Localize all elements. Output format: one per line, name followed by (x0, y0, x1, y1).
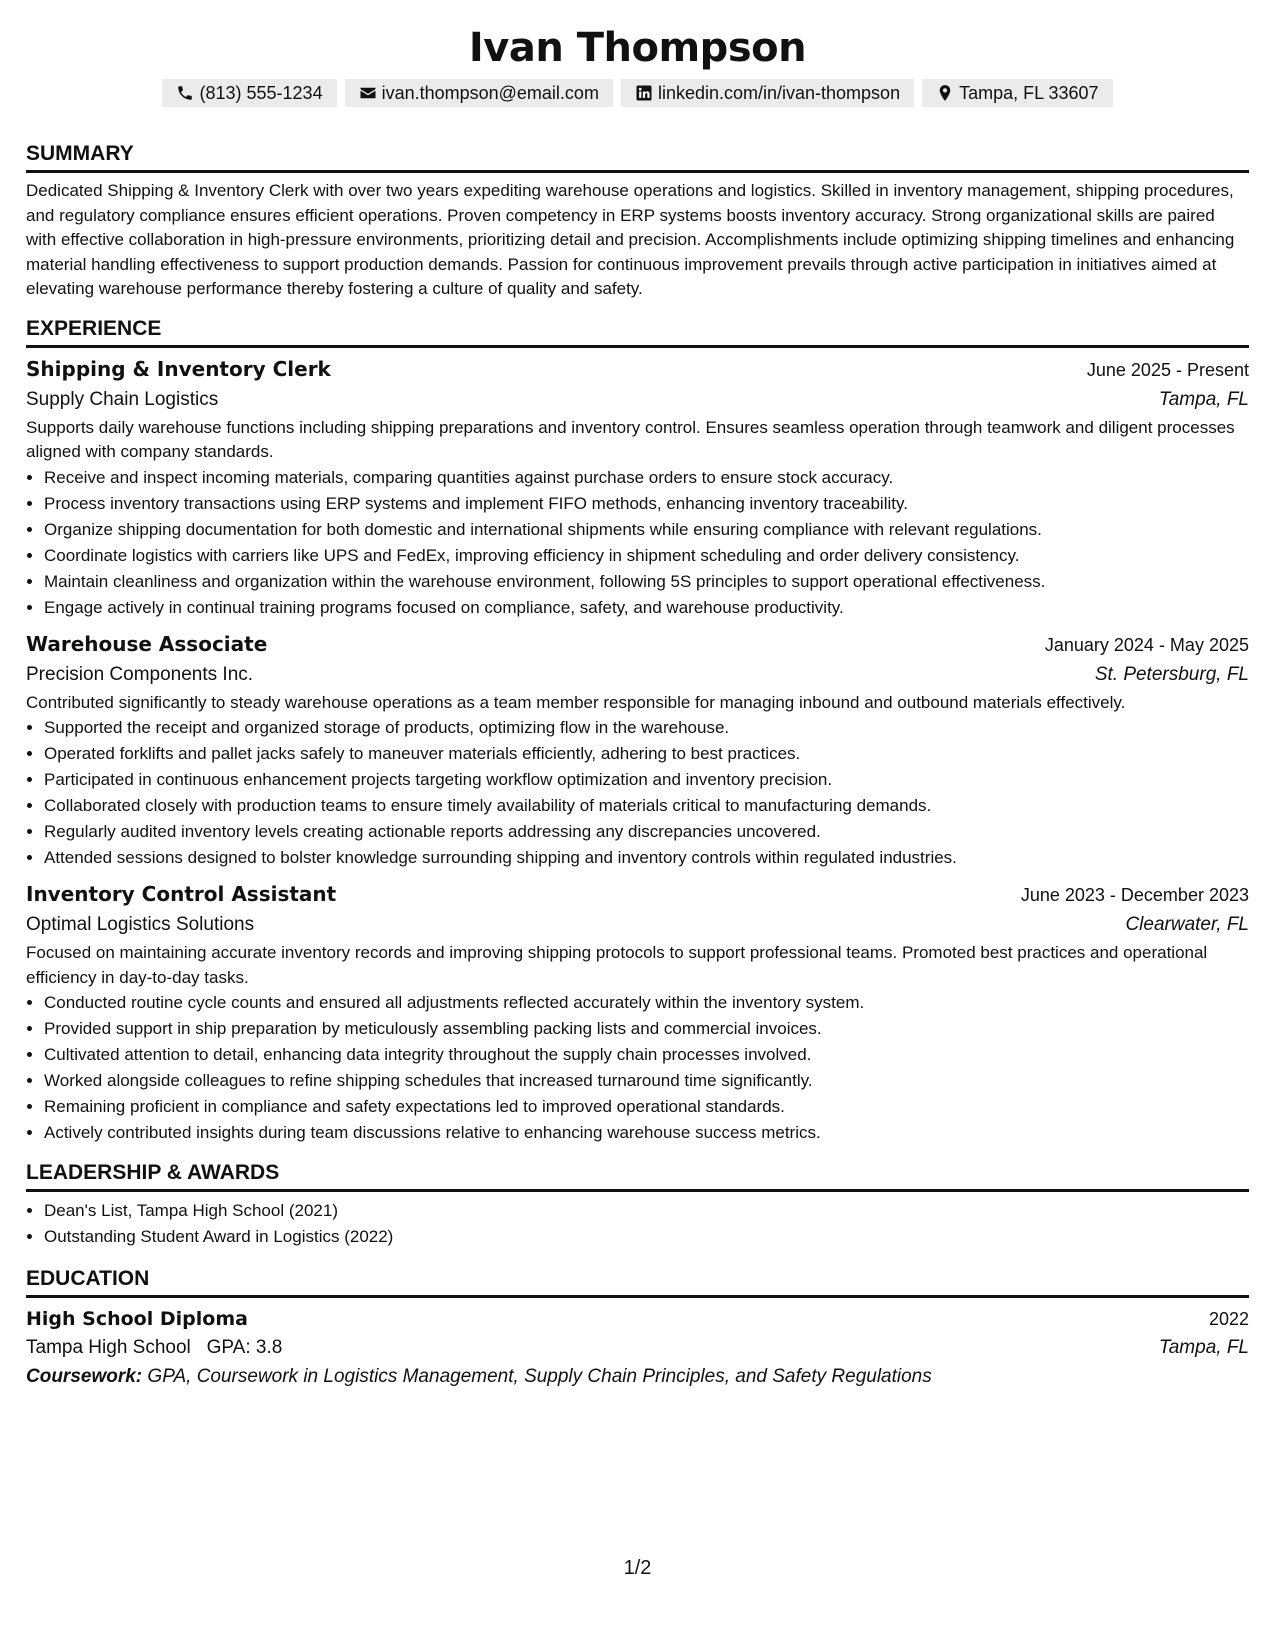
job-dates: January 2024 - May 2025 (1044, 634, 1249, 655)
section-title-leadership: LEADERSHIP & AWARDS (26, 1160, 1249, 1192)
job-bullets (26, 465, 1249, 621)
list-item: • Operated forklifts and pallet jacks safely to maneuver materials efficiently, adhering to best practices. (44, 741, 1249, 767)
gpa: GPA: 3.8 (206, 1337, 283, 1358)
section-title-experience: EXPERIENCE (26, 316, 1249, 348)
list-item: • Receive and inspect incoming materials, comparing quantities against purchase orders to ensure stock accuracy. (44, 465, 1249, 491)
list-item: • Provided support in ship preparation by meticulously assembling packing lists and commercial invoices. (44, 1016, 1249, 1042)
job-company: Supply Chain Logistics (26, 388, 219, 410)
map-pin-icon (936, 84, 954, 102)
list-item: • Dean's List, Tampa High School (2021) (44, 1198, 1249, 1224)
list-item: • Process inventory transactions using ERP systems and implement FIFO methods, enhancing inventory traceability. (44, 491, 1249, 517)
list-item: • Collaborated closely with production teams to ensure timely availability of materials critical to manufacturing demands. (44, 793, 1249, 819)
coursework-line (26, 1363, 1249, 1391)
job-company: Optimal Logistics Solutions (26, 914, 255, 935)
coursework-text: GPA, Coursework in Logistics Management, Supply Chain Principles, and Safety Regulations (147, 1366, 932, 1387)
job-entry (26, 354, 1249, 621)
email-chip[interactable] (345, 79, 613, 107)
job-dates: June 2025 - Present (1086, 359, 1249, 380)
school-location: Tampa, FL (1158, 1337, 1249, 1358)
coursework-label: Coursework: (26, 1366, 143, 1387)
list-item: • Conducted routine cycle counts and ensured all adjustments reflected accurately within the inventory system. (44, 990, 1249, 1016)
phone-icon (176, 84, 194, 102)
job-title: Inventory Control Assistant (26, 882, 337, 906)
section-title-summary: SUMMARY (26, 141, 1249, 173)
linkedin-icon (635, 84, 653, 102)
education-section (26, 1266, 1249, 1391)
graduation-year: 2022 (1208, 1309, 1249, 1329)
location-chip (922, 79, 1112, 107)
email-link[interactable]: ivan.thompson@email.com (381, 83, 599, 103)
list-item: • Organize shipping documentation for both domestic and international shipments while ensuring compliance with relevant regulations. (44, 517, 1249, 543)
degree: High School Diploma (26, 1308, 248, 1330)
list-item: • Supported the receipt and organized storage of products, optimizing flow in the warehouse. (44, 715, 1249, 741)
linkedin-chip[interactable] (621, 79, 914, 107)
summary-section (26, 141, 1249, 302)
phone-text: (813) 555-1234 (199, 83, 323, 103)
page-number: 1/2 (623, 1557, 652, 1579)
job-company: Precision Components Inc. (26, 663, 254, 685)
job-title: Shipping & Inventory Clerk (26, 356, 331, 381)
job-dates: June 2023 - December 2023 (1020, 885, 1249, 905)
list-item: • Regularly audited inventory levels creating actionable reports addressing any discrepancies uncovered. (44, 819, 1249, 845)
summary-text: Dedicated Shipping & Inventory Clerk with over two years expediting warehouse operations and logistics. Skilled in inventory management, shipping procedures, and regulatory compliance ensures efficient operations. Proven competency in ERP systems boosts inventory accuracy. Strong organizational skills are paired with effective collaboration in high-pressure environments, prioritizing detail and precision. Accomplishments include optimizing shipping timelines and enhancing material handling effectiveness to support production demands. Passion for continuous improvement prevails through active participation in initiatives aimed at elevating warehouse performance thereby fostering a culture of quality and safety. (26, 181, 1235, 298)
job-entry (26, 879, 1249, 1146)
leadership-section (26, 1160, 1249, 1250)
job-location: Clearwater, FL (1125, 914, 1249, 935)
section-title-education: EDUCATION (26, 1266, 1249, 1298)
job-description: Supports daily warehouse functions including shipping preparations and inventory control. Ensures seamless operation through teamwork and diligent processes aligned with company standards. (26, 417, 1235, 461)
resume-page (26, 0, 1249, 1391)
list-item: • Worked alongside colleagues to refine shipping schedules that increased turnaround time significantly. (44, 1068, 1249, 1094)
list-item: • Cultivated attention to detail, enhancing data integrity throughout the supply chain processes involved. (44, 1042, 1249, 1068)
list-item: • Engage actively in continual training programs focused on compliance, safety, and warehouse productivity. (44, 595, 1249, 621)
candidate-name: Ivan Thompson (468, 25, 807, 71)
job-location: Tampa, FL (1158, 388, 1249, 410)
linkedin-link[interactable]: linkedin.com/in/ivan-thompson (657, 83, 901, 103)
school-name: Tampa High School (26, 1337, 191, 1358)
job-title: Warehouse Associate (26, 631, 268, 656)
location-text: Tampa, FL 33607 (959, 83, 1099, 103)
job-bullets (26, 715, 1249, 871)
list-item: • Attended sessions designed to bolster knowledge surrounding shipping and inventory controls within regulated industries. (44, 845, 1249, 871)
job-location: St. Petersburg, FL (1094, 663, 1249, 685)
list-item: • Outstanding Student Award in Logistics (2022) (44, 1224, 1249, 1250)
list-item: • Remaining proficient in compliance and safety expectations led to improved operational standards. (44, 1094, 1249, 1120)
envelope-icon (359, 84, 377, 102)
job-description: Focused on maintaining accurate inventory records and improving shipping protocols to support professional teams. Promoted best practices and operational efficiency in day-to-day tasks. (26, 943, 1208, 987)
list-item: • Actively contributed insights during team discussions relative to enhancing warehouse success metrics. (44, 1120, 1249, 1146)
list-item: • Participated in continuous enhancement projects targeting workflow optimization and inventory precision. (44, 767, 1249, 793)
job-bullets (26, 990, 1249, 1146)
experience-section (26, 316, 1249, 1147)
job-description: Contributed significantly to steady warehouse operations as a team member responsible for managing inbound and outbound materials effectively. (26, 692, 1126, 712)
job-entry (26, 629, 1249, 872)
phone-chip (162, 79, 336, 107)
list-item: • Maintain cleanliness and organization within the warehouse environment, following 5S principles to support operational effectiveness. (44, 569, 1249, 595)
awards-list (26, 1198, 1249, 1250)
list-item: • Coordinate logistics with carriers like UPS and FedEx, improving efficiency in shipment scheduling and order delivery consistency. (44, 543, 1249, 569)
contact-bar (26, 79, 1249, 107)
